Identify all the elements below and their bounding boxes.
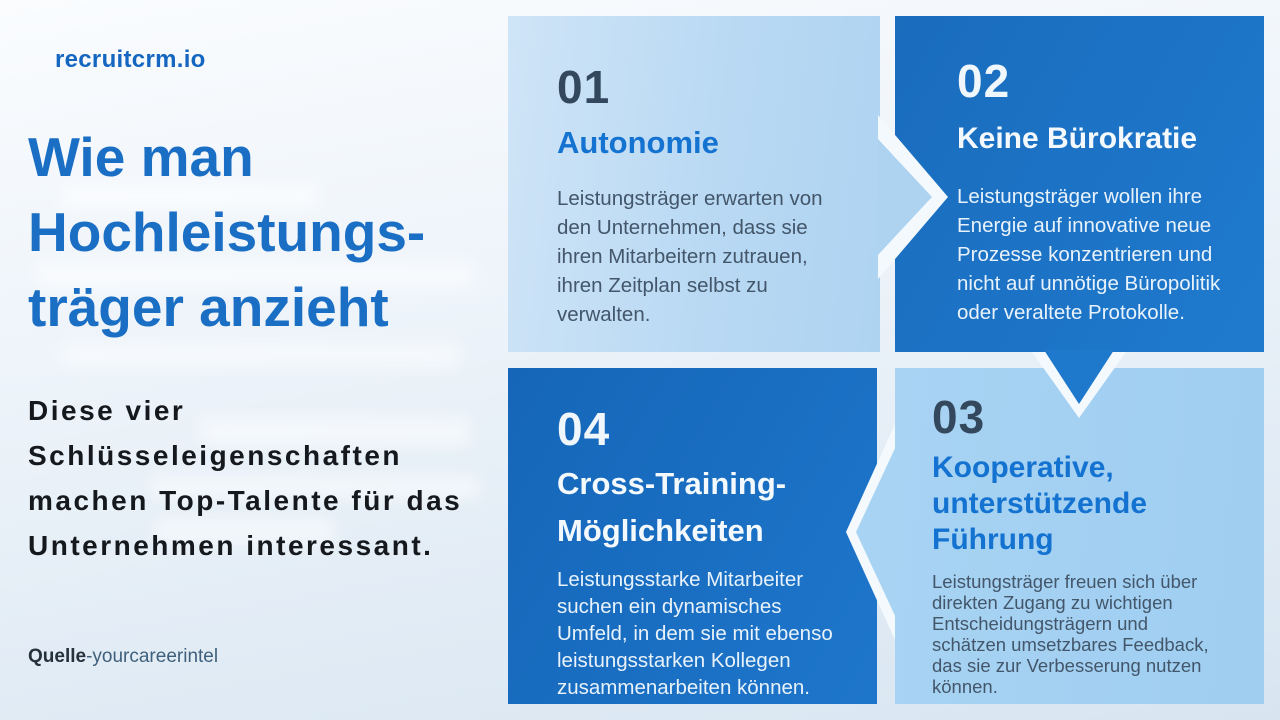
card-body-line: nicht auf unnötige Büropolitik	[957, 272, 1221, 295]
card-body-line: Umfeld, in dem sie mit ebenso	[557, 622, 833, 645]
page-subtitle-line: Unternehmen interessant.	[28, 530, 434, 561]
card-01-autonomie	[508, 16, 880, 352]
card-title-line: Keine Bürokratie	[957, 122, 1198, 155]
card-title-line: Führung	[932, 523, 1054, 556]
card-title-line: Kooperative,	[932, 451, 1114, 484]
card-number: 02	[957, 55, 1011, 107]
card-title	[557, 460, 857, 554]
card-body-line: suchen ein dynamisches	[557, 595, 782, 618]
card-body-line: zusammenarbeiten können.	[557, 676, 810, 699]
page-title-line: Wie man	[28, 126, 254, 188]
card-title-line: Autonomie	[557, 125, 719, 160]
card-body	[557, 566, 857, 701]
page-title-line: träger anzieht	[28, 276, 389, 338]
card-body	[557, 184, 860, 329]
card-number: 01	[557, 61, 611, 113]
card-body-line: leistungsstarken Kollegen	[557, 649, 791, 672]
card-body-line: können.	[932, 676, 998, 697]
card-body-line: oder veraltete Protokolle.	[957, 301, 1185, 324]
card-body	[957, 182, 1244, 327]
card-body-line: Leistungsträger freuen sich über	[932, 571, 1198, 592]
card-title-line: Cross-Training-	[557, 466, 787, 501]
page-subtitle-line: Diese vier	[28, 395, 186, 426]
card-number: 03	[932, 391, 986, 443]
card-body-line: verwalten.	[557, 303, 651, 326]
card-body-line: das sie zur Verbesserung nutzen	[932, 655, 1202, 676]
card-body-line: den Unternehmen, dass sie	[557, 216, 808, 239]
source-attribution	[28, 646, 218, 668]
card-body-line: Entscheidungsträgern und	[932, 613, 1148, 634]
card-title-line: unterstützende	[932, 487, 1148, 520]
card-body-line: schätzen umsetzbares Feedback,	[932, 634, 1209, 655]
source-value: -yourcareerintel	[86, 646, 219, 667]
card-02-keine-buerokratie	[895, 16, 1264, 352]
page-title	[28, 120, 425, 345]
card-04-cross-training	[508, 368, 877, 704]
card-title-line: Möglichkeiten	[557, 513, 764, 548]
card-body-line: ihren Mitarbeitern zutrauen,	[557, 245, 808, 268]
card-body-line: ihren Zeitplan selbst zu	[557, 274, 768, 297]
card-number: 04	[557, 403, 611, 455]
card-body-line: Energie auf innovative neue	[957, 214, 1212, 237]
page-subtitle	[28, 388, 462, 568]
card-title	[957, 120, 1244, 158]
card-body-line: Leistungsstarke Mitarbeiter	[557, 568, 804, 591]
card-title	[932, 450, 1248, 558]
page-title-line: Hochleistungs-	[28, 201, 426, 263]
source-label: Quelle	[28, 646, 87, 667]
page-subtitle-line: machen Top-Talente für das	[28, 485, 463, 516]
brand-logo: recruitcrm.io	[55, 46, 206, 73]
card-body-line: Leistungsträger erwarten von	[557, 187, 823, 210]
card-body-line: Leistungsträger wollen ihre	[957, 185, 1202, 208]
card-body-line: direkten Zugang zu wichtigen	[932, 592, 1173, 613]
card-title	[557, 124, 860, 162]
card-body	[932, 571, 1248, 697]
page-subtitle-line: Schlüsseleigenschaften	[28, 440, 403, 471]
card-03-kooperative-fuehrung	[895, 368, 1264, 704]
card-body-line: Prozesse konzentrieren und	[957, 243, 1213, 266]
ghost-text-artifact	[60, 343, 460, 367]
